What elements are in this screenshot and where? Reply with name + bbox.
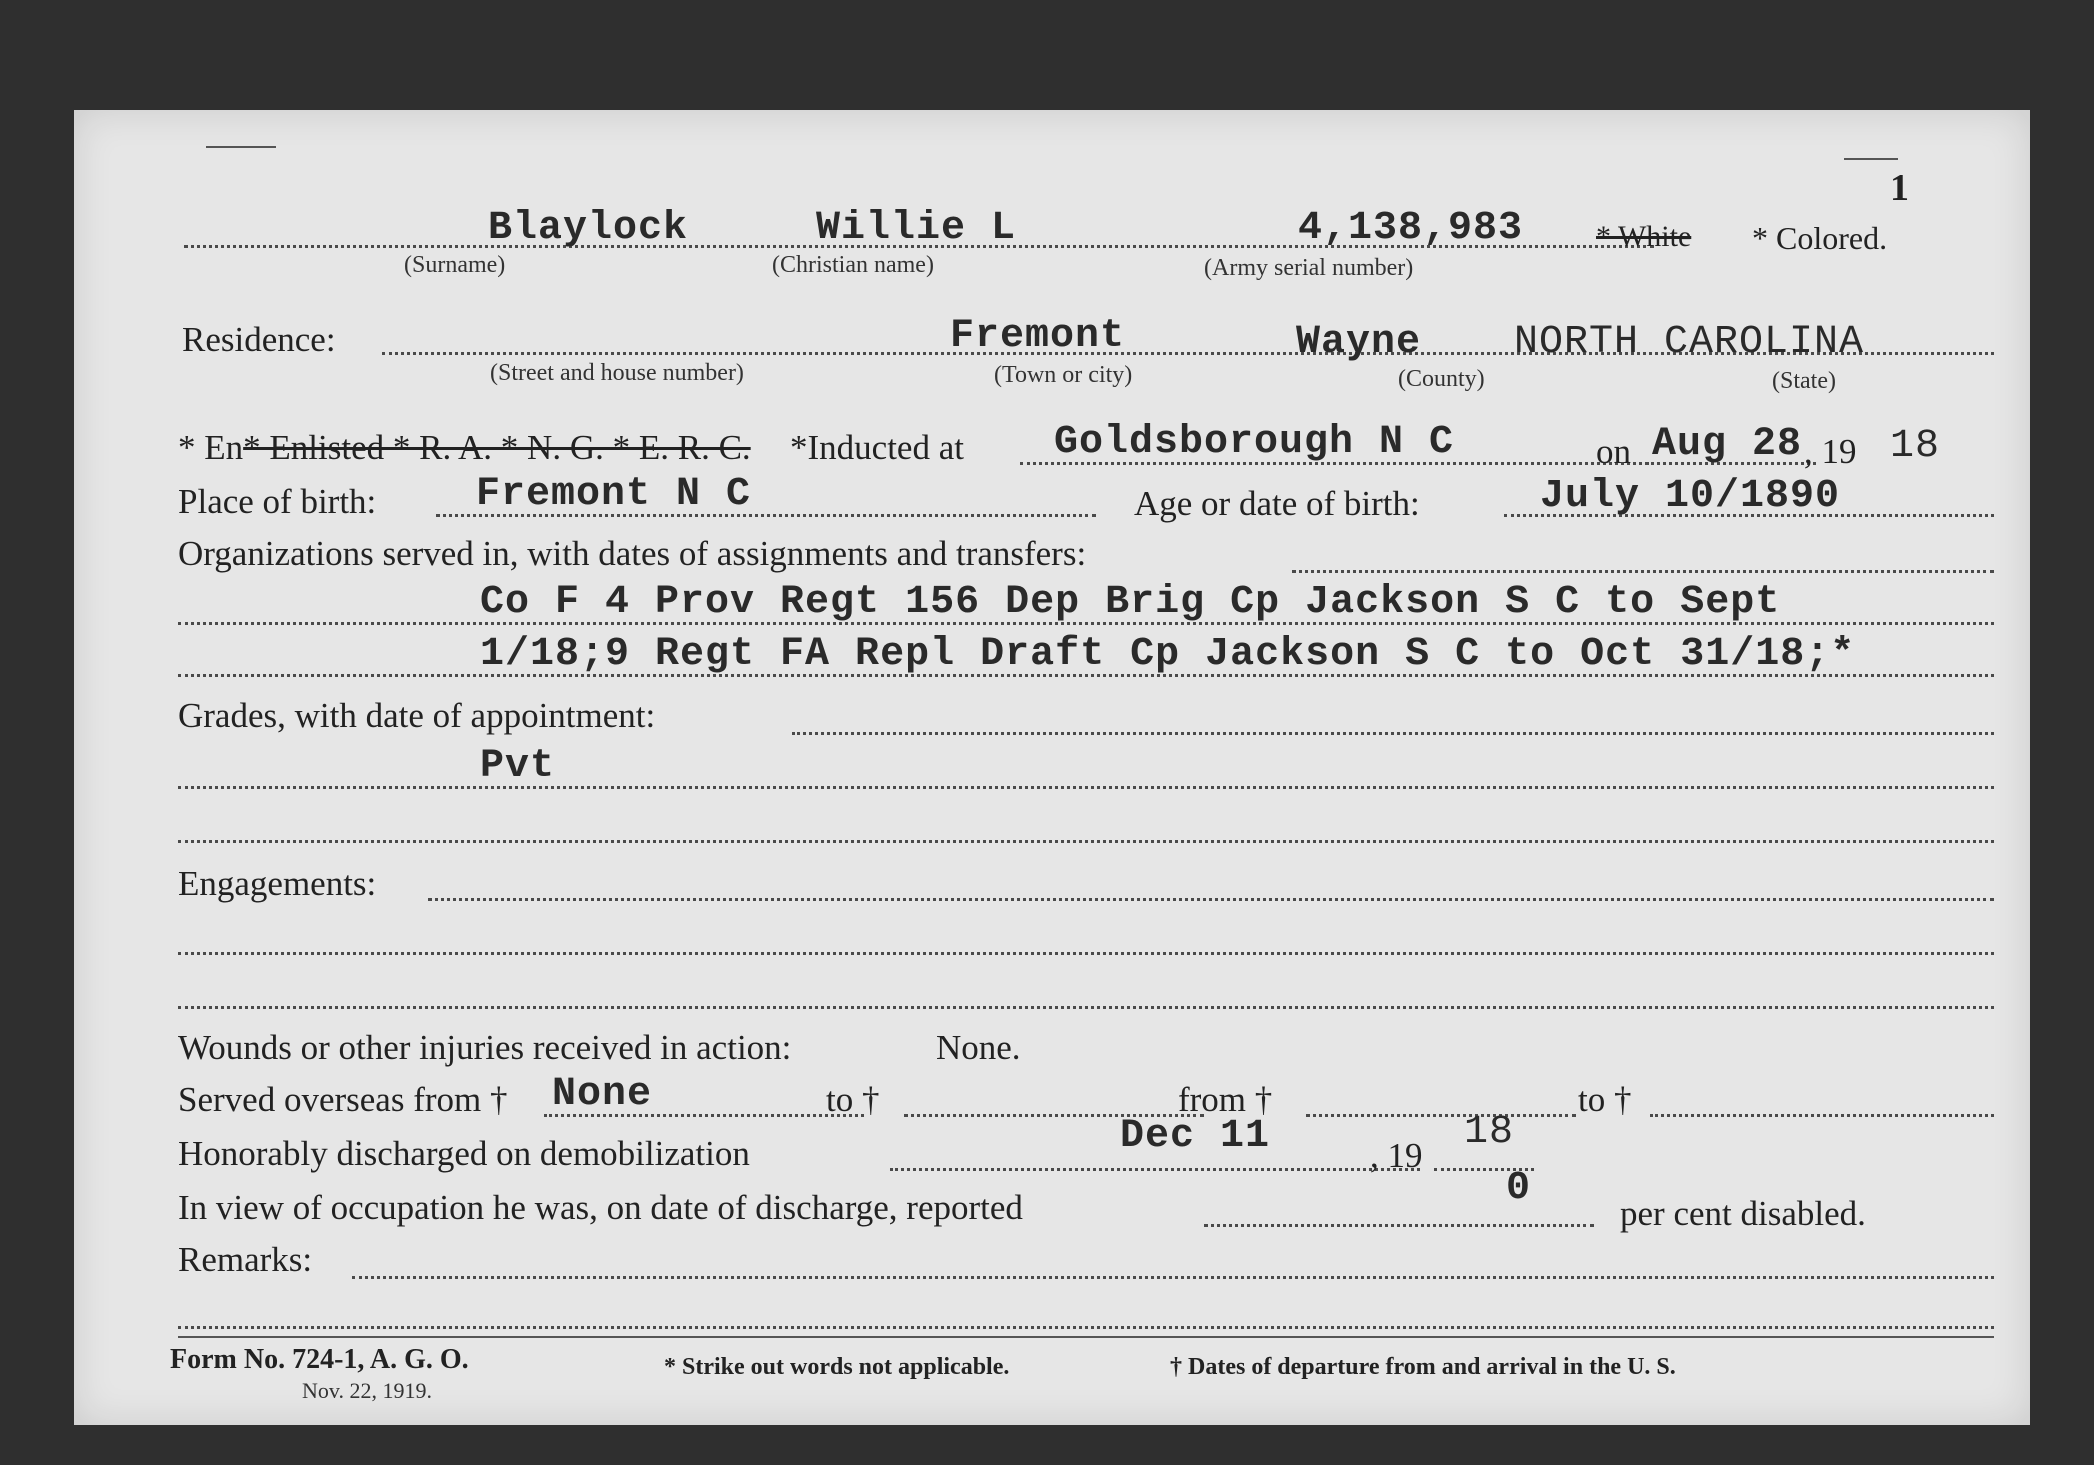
grades-line1-rule bbox=[178, 786, 1994, 789]
discharge-label: Honorably discharged on demobilization bbox=[178, 1134, 750, 1173]
engagements-label: Engagements: bbox=[178, 864, 377, 903]
grades-value: Pvt bbox=[480, 744, 556, 789]
discharge-date-value: Dec 11 bbox=[1120, 1114, 1271, 1159]
top-right-rule bbox=[1844, 158, 1898, 160]
organizations-line1: Co F 4 Prov Regt 156 Dep Brig Cp Jackson S C to Sept bbox=[480, 580, 1781, 625]
organizations-label-rule bbox=[1292, 570, 1994, 573]
top-rule bbox=[206, 146, 276, 148]
footer-note-dates: † Dates of departure from and arrival in the U. S. bbox=[1170, 1354, 1676, 1380]
overseas-to1-label: to † bbox=[826, 1080, 880, 1119]
town-caption: (Town or city) bbox=[994, 362, 1133, 388]
footer-note-strike: * Strike out words not applicable. bbox=[664, 1354, 1010, 1380]
disability-rule bbox=[1204, 1224, 1594, 1227]
surname-caption: (Surname) bbox=[404, 252, 506, 278]
overseas-to2-rule bbox=[1650, 1114, 1994, 1117]
overseas-from2-label: from † bbox=[1178, 1080, 1273, 1119]
engagements-line2-rule bbox=[178, 952, 1994, 955]
christian-name-caption: (Christian name) bbox=[772, 252, 934, 278]
state-value: NORTH CAROLINA bbox=[1514, 320, 1865, 365]
remarks-label: Remarks: bbox=[178, 1240, 313, 1279]
birth-place-value: Fremont N C bbox=[476, 472, 752, 517]
card-number: 1 bbox=[1890, 167, 1909, 209]
induction-on-label: on bbox=[1596, 432, 1631, 471]
discharge-date-rule bbox=[890, 1168, 1420, 1171]
inducted-place-value: Goldsborough N C bbox=[1054, 420, 1455, 465]
service-record-card bbox=[74, 110, 2030, 1425]
disability-label: In view of occupation he was, on date of discharge, reported bbox=[178, 1188, 1023, 1227]
birth-date-label: Age or date of birth: bbox=[1134, 484, 1420, 523]
organizations-line2: 1/18;9 Regt FA Repl Draft Cp Jackson S C to Oct 31/18;* bbox=[480, 632, 1856, 677]
discharge-year-prefix: , 19 bbox=[1370, 1136, 1423, 1175]
county-caption: (County) bbox=[1398, 366, 1485, 392]
organizations-label: Organizations served in, with dates of assignments and transfers: bbox=[178, 534, 1087, 573]
footer-rule bbox=[178, 1336, 1994, 1338]
grades-line2-rule bbox=[178, 840, 1994, 843]
overseas-value: None bbox=[552, 1072, 653, 1117]
enlisted-options-label: * En* Enlisted * R. A. * N. G. * E. R. C. bbox=[178, 428, 751, 467]
inducted-at-label: *Inducted at bbox=[790, 428, 964, 467]
street-caption: (Street and house number) bbox=[490, 360, 744, 386]
residence-label: Residence: bbox=[182, 320, 336, 359]
disability-suffix: per cent disabled. bbox=[1620, 1194, 1866, 1233]
christian-name-value: Willie L bbox=[816, 206, 1017, 251]
colored-label: * Colored. bbox=[1752, 220, 1888, 256]
induction-year-prefix: , 19 bbox=[1804, 432, 1857, 471]
wounds-value: None. bbox=[936, 1028, 1021, 1067]
overseas-from-label: Served overseas from † bbox=[178, 1080, 508, 1119]
remarks-line2-rule bbox=[178, 1326, 1994, 1329]
enlisted-struck-text: * Enlisted * R. A. * N. G. * E. R. C. bbox=[243, 428, 751, 467]
form-number: Form No. 724-1, A. G. O. bbox=[170, 1344, 469, 1375]
grades-label: Grades, with date of appointment: bbox=[178, 696, 656, 735]
discharge-year-value: 18 bbox=[1464, 1110, 1515, 1155]
induction-year-value: 18 bbox=[1890, 424, 1941, 469]
white-label: * White bbox=[1596, 220, 1692, 253]
birth-place-label: Place of birth: bbox=[178, 482, 377, 521]
surname-value: Blaylock bbox=[488, 206, 689, 251]
remarks-line1-rule bbox=[352, 1276, 1994, 1279]
engagements-line3-rule bbox=[178, 1006, 1994, 1009]
serial-number-value: 4,138,983 bbox=[1298, 206, 1524, 251]
state-caption: (State) bbox=[1772, 368, 1836, 394]
overseas-to2-label: to † bbox=[1578, 1080, 1632, 1119]
wounds-label: Wounds or other injuries received in action: bbox=[178, 1028, 792, 1067]
serial-number-caption: (Army serial number) bbox=[1204, 255, 1414, 281]
grades-label-rule bbox=[792, 732, 1994, 735]
disability-value: 0 bbox=[1506, 1166, 1532, 1211]
county-value: Wayne bbox=[1296, 320, 1422, 365]
form-date: Nov. 22, 1919. bbox=[302, 1378, 432, 1403]
engagements-line1-rule bbox=[428, 898, 1994, 901]
induction-date-value: Aug 28 bbox=[1652, 422, 1803, 467]
birth-date-value: July 10/1890 bbox=[1540, 474, 1841, 519]
overseas-from2-rule bbox=[1306, 1114, 1576, 1117]
town-value: Fremont bbox=[950, 314, 1126, 359]
